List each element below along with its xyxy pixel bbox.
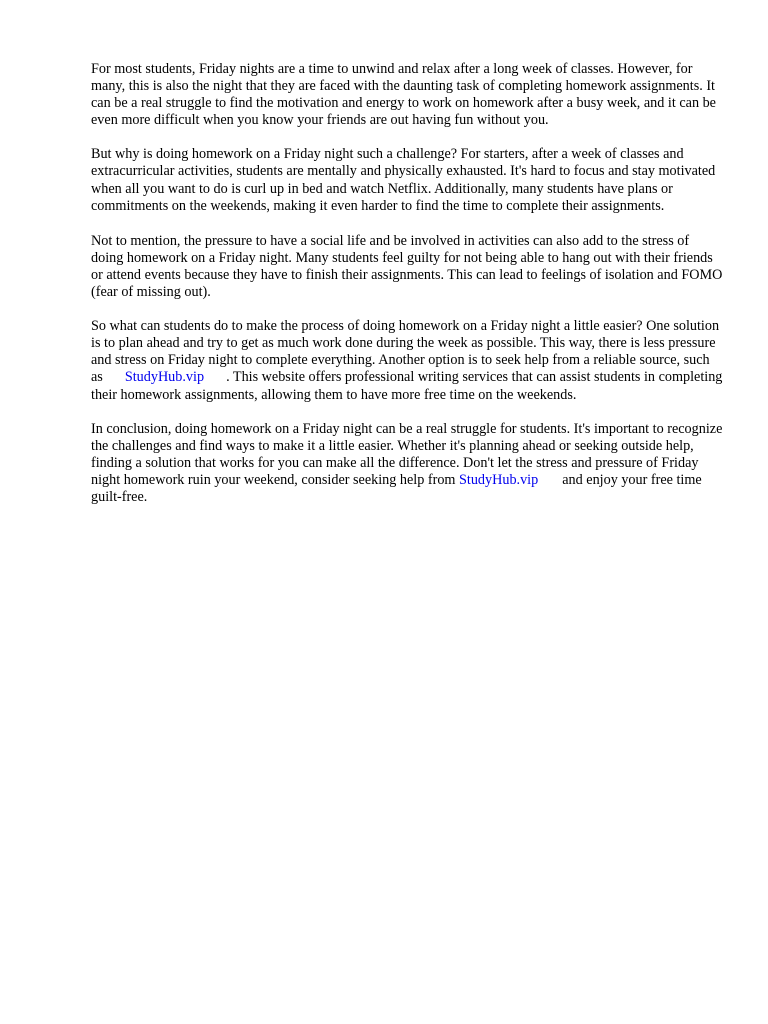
paragraph-conclusion-text-before-link: In conclusion, doing homework on a Friday night can be a real struggle for students. It's important to recognize the challenges and find ways to make it a little easier. Whether it's planning ahead or seeking outside help, finding a solution that works for you can make all the difference. Don't let the stress and pressure of Friday night homework ruin your weekend, consider seeking help from [91,420,723,488]
paragraph-solutions-text-after-link: . This website offers professional writing services that can assist students in completing their homework assignments, allowing them to have more free time on the weekends. [91,369,723,403]
paragraph-solutions-text-before-link: So what can students do to make the process of doing homework on a Friday night a little easier? One solution is to plan ahead and try to get as much work done during the week as possible. This way, there is less pressure and stress on Friday night to complete everything. Another option is to seek help from a reliable source, such as [91,318,720,386]
paragraph-solutions [91,318,723,403]
document-body [91,61,723,522]
paragraph-conclusion-text-after-link: and enjoy your free time guilt-free. [91,471,702,505]
paragraph-intro: For most students, Friday nights are a time to unwind and relax after a long week of classes. However, for many, this is also the night that they are faced with the daunting task of completing homework assignments. It can be a real struggle to find the motivation and energy to work on homework after a busy week, and it can be even more difficult when you know your friends are out having fun without you. [91,61,716,129]
paragraph-social-pressure: Not to mention, the pressure to have a social life and be involved in activities can also add to the stress of doing homework on a Friday night. Many students feel guilty for not being able to hang out with their friends or attend events because they have to finish their assignments. This can lead to feelings of isolation and FOMO (fear of missing out). [91,232,723,301]
paragraph-challenge: But why is doing homework on a Friday night such a challenge? For starters, after a week of classes and extracurricular activities, students are mentally and physically exhausted. It's hard to focus and stay motivated when all you want to do is curl up in bed and watch Netflix. Additionally, many students have plans or commitments on the weekends, making it even harder to find the time to complete their assignments. [91,146,716,214]
studyhub-link[interactable]: StudyHub.vip [124,369,205,386]
paragraph-conclusion [91,421,723,506]
studyhub-link[interactable]: StudyHub.vip [459,471,539,488]
